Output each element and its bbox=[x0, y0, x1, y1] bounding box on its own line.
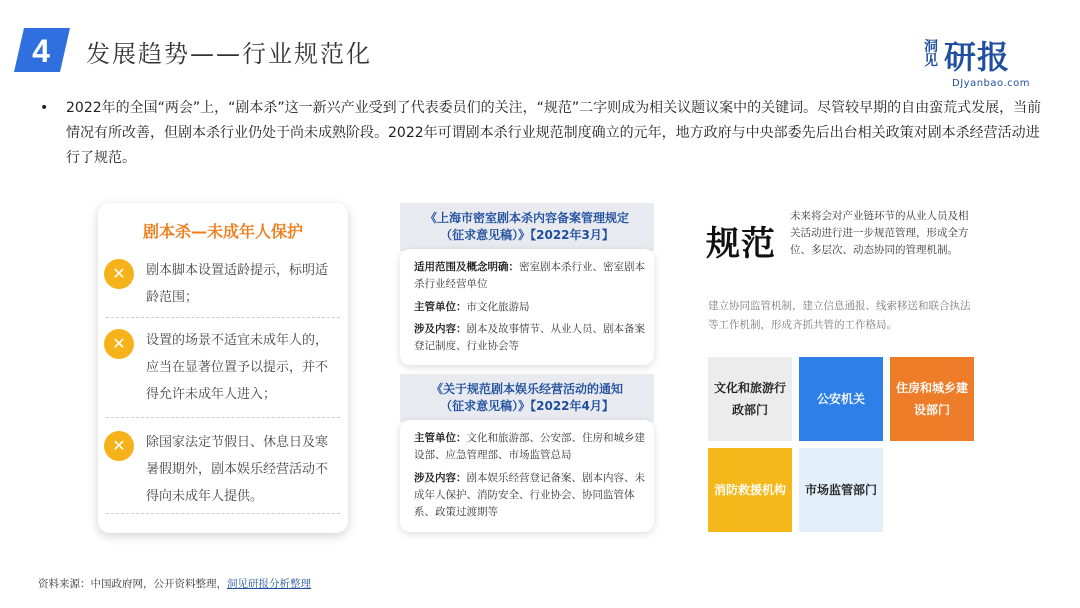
field-value: 剧本及故事情节、从业人员、剧本备案登记制度、行业协会等 bbox=[414, 323, 645, 352]
agency-label: 市场监管部门 bbox=[804, 483, 877, 497]
agency-box-market-supervision bbox=[799, 448, 883, 532]
protection-item-text: 除国家法定节假日、休息日及寒暑假期外，剧本娱乐经营活动不得向未成年人提供。 bbox=[146, 435, 329, 504]
field-value: 剧本娱乐经营登记备案、剧本内容、未成年人保护、消防安全、行业协会、协同监管体系、政策过渡期等 bbox=[414, 472, 645, 518]
field-label: 适用范围及概念明确： bbox=[414, 261, 519, 273]
regulation-field bbox=[414, 321, 646, 355]
agency-box-public-security bbox=[799, 357, 883, 441]
field-value: 文化和旅游部、公安部、住房和城乡建设部、应急管理部、市场监管总局 bbox=[414, 432, 645, 461]
agency-label: 文化和旅游行政部门 bbox=[713, 381, 786, 417]
source-prefix: 资料来源：中国政府网，公开资料整理， bbox=[38, 578, 227, 590]
agency-label: 消防救援机构 bbox=[713, 483, 786, 497]
source-note bbox=[38, 576, 311, 591]
intro-text: 2022年的全国“两会”上，“剧本杀”这一新兴产业受到了代表委员们的关注，“规范”二字则成为相关议题议案中的关键词。尽管较早期的自由蛮荒式发展，当前情况有所改善，但剧本杀行业仍处于尚未成熟阶段。2022年可谓剧本杀行业规范制度确立的元年，地方政府与中央部委先后出台相关政策对剧本杀经营活动进行了规范。 bbox=[66, 100, 1042, 166]
bullet-marker: • bbox=[40, 100, 49, 116]
page-title: 发展趋势——行业规范化 bbox=[86, 40, 372, 68]
norms-heading: 规范 bbox=[706, 224, 776, 264]
agency-box-culture-tourism bbox=[708, 357, 792, 441]
field-label: 主管单位： bbox=[414, 432, 467, 444]
section-number: 4 bbox=[32, 33, 50, 69]
field-label: 涉及内容： bbox=[414, 323, 467, 335]
regulation-card-shanghai bbox=[400, 249, 654, 365]
field-label: 涉及内容： bbox=[414, 472, 467, 484]
protection-item-text: 设置的场景不适宜未成年人的，应当在显著位置予以提示，并不得允许未成年人进入； bbox=[146, 333, 329, 402]
field-value: 密室剧本杀行业、密室剧本杀行业经营单位 bbox=[414, 261, 645, 290]
agency-box-housing bbox=[890, 357, 974, 441]
minor-protection-title: 剧本杀—未成年人保护 bbox=[142, 222, 303, 241]
section-badge bbox=[14, 28, 70, 72]
x-mark-icon: ✕ bbox=[104, 329, 134, 359]
field-value: 市文化旅游局 bbox=[466, 301, 530, 313]
minor-protection-card bbox=[98, 203, 348, 533]
regulation-field bbox=[414, 430, 646, 464]
x-mark-icon: ✕ bbox=[104, 431, 134, 461]
regulation-field bbox=[414, 259, 646, 293]
protection-item-text: 剧本脚本设置适龄提示，标明适龄范围； bbox=[146, 263, 329, 305]
brand-logo bbox=[924, 40, 1034, 94]
regulation-title-line: 《关于规范剧本娱乐经营活动的通知 bbox=[430, 382, 623, 396]
logo-big-text: 研报 bbox=[944, 38, 1011, 76]
regulation-title-national bbox=[400, 374, 654, 422]
agency-box-fire-rescue bbox=[708, 448, 792, 532]
divider bbox=[106, 317, 340, 318]
regulation-field bbox=[414, 299, 646, 316]
logo-url: DJyanbao.com bbox=[952, 78, 1030, 89]
regulation-title-line: （征求意见稿）》【2022年4月】 bbox=[440, 399, 614, 413]
regulation-title-line: （征求意见稿）》【2022年3月】 bbox=[440, 228, 614, 242]
mechanism-text: 建立协同监管机制，建立信息通报、线索移送和联合执法等工作机制，形成齐抓共管的工作格局。 bbox=[708, 300, 971, 331]
norms-description: 未来将会对产业链环节的从业人员及相关活动进行进一步规范管理，形成全方位、多层次、动态协同的管理机制。 bbox=[790, 210, 969, 256]
divider bbox=[106, 513, 340, 514]
field-label: 主管单位： bbox=[414, 301, 467, 313]
divider bbox=[106, 417, 340, 418]
agency-label: 住房和城乡建设部门 bbox=[895, 381, 968, 417]
x-mark-icon: ✕ bbox=[104, 259, 134, 289]
regulation-title-shanghai bbox=[400, 203, 654, 251]
regulation-field bbox=[414, 470, 646, 521]
source-link[interactable]: 洞见研报分析整理 bbox=[227, 578, 311, 590]
agency-label: 公安机关 bbox=[816, 392, 865, 406]
section-badge-shape bbox=[14, 28, 70, 72]
regulation-title-line: 《上海市密室剧本杀内容备案管理规定 bbox=[424, 211, 629, 225]
regulation-card-national bbox=[400, 420, 654, 532]
logo-small-text: 洞见 bbox=[924, 39, 938, 69]
intro-paragraph bbox=[40, 96, 1050, 171]
